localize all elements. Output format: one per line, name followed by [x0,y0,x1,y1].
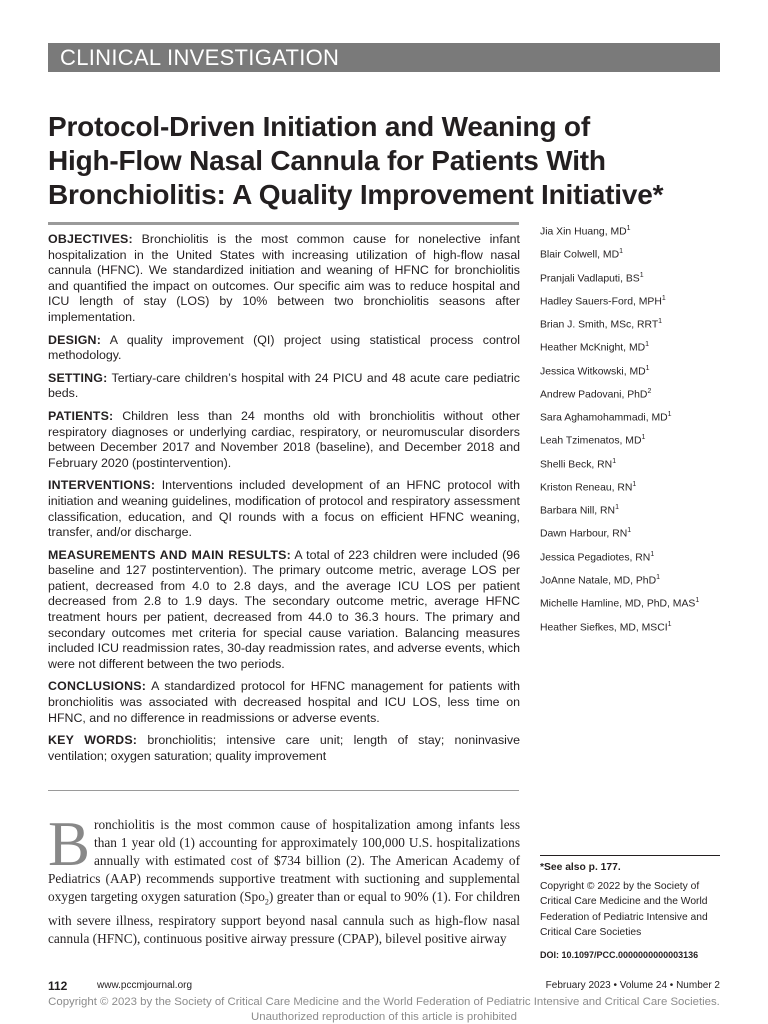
abstract-label: DESIGN: [48,332,102,347]
abstract-label: OBJECTIVES: [48,232,133,246]
author-item [540,266,740,289]
article-title-line: Bronchiolitis: A Quality Improvement Initiative* [48,179,664,210]
author-item [540,452,740,475]
abstract-setting [48,371,520,402]
abstract-bottom-rule [48,790,519,791]
author-name: Dawn Harbour, RN [540,528,628,540]
author-affiliation: 1 [695,597,700,605]
author-affiliation: 1 [667,620,672,628]
section-banner-label: CLINICAL INVESTIGATION [60,45,340,70]
copyright-note: Copyright © 2022 by the Society of Critical Care Medicine and the World Federation of Pediatric Intensive and Critical Care Societies [540,880,708,939]
author-affiliation: 1 [661,294,666,302]
author-item [540,335,740,358]
author-affiliation: 1 [632,480,637,488]
author-name: Jessica Witkowski, MD [540,366,646,378]
abstract-label: MEASUREMENTS AND MAIN RESULTS: [48,547,291,562]
abstract-label: SETTING: [48,370,108,385]
author-affiliation: 1 [656,573,660,581]
author-item [540,359,740,382]
author-affiliation: 1 [612,457,617,465]
author-affiliation: 1 [658,318,663,326]
author-item [540,498,740,521]
author-name: JoAnne Natale, MD, PhD [540,575,657,587]
author-name: Heather Siefkes, MD, MSCI [540,621,668,633]
watermark-line: Copyright © 2023 by the Society of Critical Care Medicine and the World Federation of Pediatric Intensive and Critical Care Societies. [48,996,720,1008]
author-item [540,382,740,405]
author-name: Hadley Sauers-Ford, MPH [540,296,662,308]
abstract-text: Interventions included development of an HFNC protocol with initiation and weaning guidelines, modification of protocol and respiratory assessment classification, education, and QI rounds with a focus on efficient HFNC weaning, transfer, and/or discharge. [48,478,520,540]
abstract-keywords [48,733,520,764]
abstract-text: Children less than 24 months old with bronchiolitis without other respiratory diagnoses or underlying cardiac, respiratory, or neuromuscular disorders between December 2017 and November 2018 (baseline), and December 2018 and February 2020 (postintervention). [48,408,520,470]
page-number: 112 [48,979,68,993]
abstract-label: KEY WORDS: [48,733,138,748]
abstract-text: bronchiolitis; intensive care unit; length of stay; noninvasive ventilation; oxygen saturation; quality improvement [48,733,520,763]
abstract-conclusions [48,679,520,726]
watermark-line: Unauthorized reproduction of this article is prohibited [251,1011,517,1023]
drop-cap: B [48,809,91,879]
author-name: Brian J. Smith, MSc, RRT [540,319,659,331]
article-title [48,110,738,212]
author-name: Pranjali Vadlaputi, BS [540,273,640,284]
author-name: Andrew Padovani, PhD [540,389,648,401]
author-item [540,219,740,242]
author-affiliation: 1 [619,248,624,256]
author-affiliation: 1 [645,341,650,349]
abstract-text: A standardized protocol for HFNC management for patients with bronchiolitis was associated with decreased hospital and ICU LOS, less time on HFNC, and no difference in readmissions or adverse events. [48,679,520,725]
author-name: Blair Colwell, MD [540,249,620,261]
author-affiliation: 2 [647,387,652,395]
abstract-label: PATIENTS: [48,408,114,423]
see-also-note: *See also p. 177. [540,862,621,873]
author-affiliation: 1 [667,411,672,419]
author-item [540,521,740,544]
abstract-text: A total of 223 children were included (96 baseline and 127 postintervention). The primary outcome metric, average LOS per patient, decreased from 4.0 to 2.8 days, and the average ICU LOS per patient decreased from 2.8 to 1.9 days. The secondary outcome metric, average HFNC treatment hours per patient, decreased from 44.0 to 36.3 hours. The primary and secondary outcomes met criteria for special cause variation. Balancing measures included ICU readmission rates, 30-day readmission rates, and adverse events, which were not different between the two periods. [48,547,520,671]
intro-text: ronchiolitis is the most common cause of hospitalization among infants less than 1 year old (1) accounting for approximately 100,000 U.S. hospitalizations annually with estimated cost of $734 billion (2). The American Academy of Pediatrics (AAP) recommends supportive treatment with suctioning and supplemental oxygen targeting oxygen saturation (Spo [48,817,520,904]
copyright-watermark [0,995,768,1024]
author-affiliation: 1 [627,527,632,535]
abstract-text: Bronchiolitis is the most common cause for nonelective infant hospitalization in the United States with increasing utilization of high-flow nasal cannula (HFNC). We standardized initiation and weaning of HFNC for bronchiolitis and quantified the impact on outcomes. Our specific aim was to reduce hospital and ICU length of stay (LOS) by 10% between two bronchiolitis seasons after implementation. [48,232,520,324]
article-title-line: High-Flow Nasal Cannula for Patients With [48,145,606,176]
author-affiliation: 1 [639,271,644,279]
journal-website-link[interactable]: www.pccmjournal.org [97,980,193,991]
author-item [540,312,740,335]
author-list [540,219,740,638]
abstract-objectives [48,232,520,326]
author-name: Sara Aghamohammadi, MD [540,412,668,424]
issue-info: February 2023 • Volume 24 • Number 2 [545,980,720,991]
author-item [540,289,740,312]
author-item [540,615,740,638]
abstract-text: Tertiary-care children’s hospital with 24 PICU and 48 acute care pediatric beds. [48,370,520,401]
intro-paragraph [48,809,520,948]
abstract-design [48,333,520,364]
author-name: Shelli Beck, RN [540,459,613,471]
author-affiliation: 1 [645,364,650,372]
abstract-patients [48,409,520,471]
author-name: Heather McKnight, MD [540,342,646,354]
side-notes [540,860,725,964]
abstract-results [48,548,520,673]
author-item [540,428,740,451]
abstract-label: INTERVENTIONS: [48,478,156,493]
intro-text: ) greater than or equal to 90% (1). For children with severe illness, respiratory support beyond nasal cannula such as high-flow nasal cannula (HFNC), continuous positive airway pressure (CPAP), bilevel positive airway [48,889,520,946]
abstract-text: A quality improvement (QI) project using statistical process control methodology. [48,332,520,363]
author-item [540,568,740,591]
author-name: Barbara Nill, RN [540,505,616,517]
abstract [48,232,520,771]
article-title-line: Protocol-Driven Initiation and Weaning of [48,111,590,142]
author-name: Jia Xin Huang, MD [540,226,627,238]
doi-link[interactable]: DOI: 10.1097/PCC.0000000000003136 [540,949,699,960]
author-name: Kriston Reneau, RN [540,482,633,494]
author-item [540,545,740,568]
intro-subscript: 2 [264,897,269,907]
author-name: Michelle Hamline, MD, PhD, MAS [540,598,696,610]
section-banner [48,43,720,72]
author-name: Jessica Pegadiotes, RN [540,552,651,564]
author-item [540,591,740,614]
author-affiliation: 1 [641,434,646,442]
author-item [540,475,740,498]
abstract-top-rule [48,222,519,225]
author-item [540,405,740,428]
author-affiliation: 1 [626,225,631,232]
author-name: Leah Tzimenatos, MD [540,435,642,447]
author-affiliation: 1 [650,550,655,558]
abstract-interventions [48,478,520,540]
author-item [540,242,740,265]
side-notes-rule [540,855,720,856]
abstract-label: CONCLUSIONS: [48,679,147,694]
author-affiliation: 1 [615,504,619,512]
